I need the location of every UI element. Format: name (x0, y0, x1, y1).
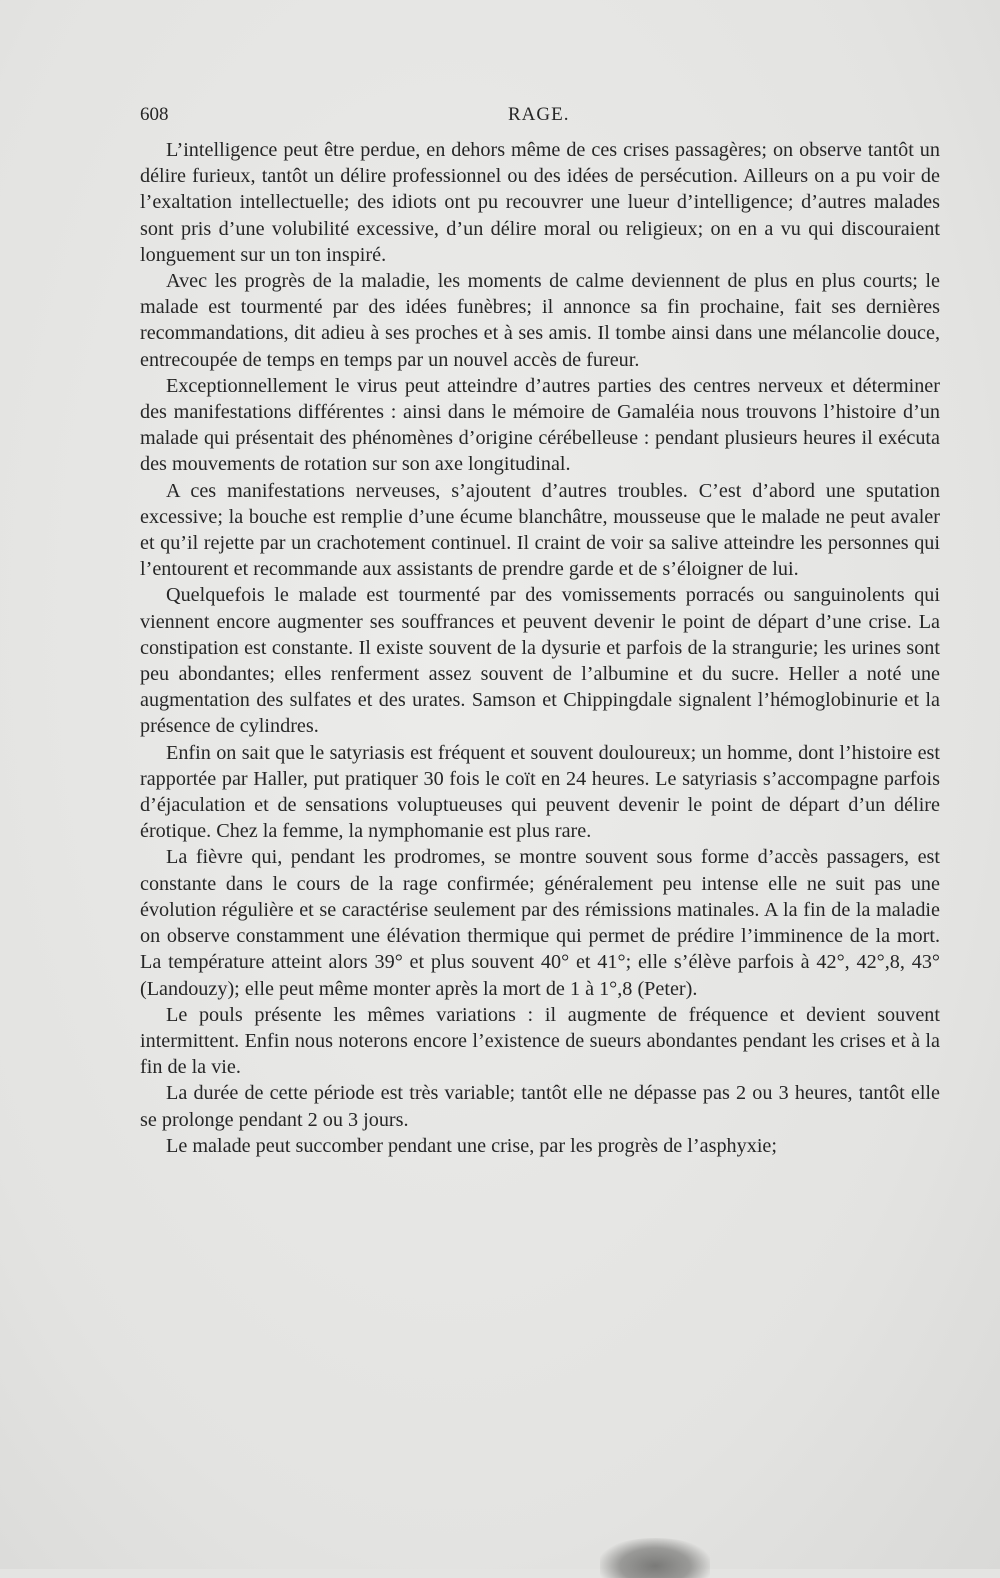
page-number: 608 (140, 104, 169, 125)
paragraph-virus-centres-nerveux: Exceptionnellement le virus peut atteindre d’autres parties des centres nerveux et déterminer des manifestations différentes : ainsi dans le mémoire de Gamaléia nous trouvons l’histoire d’un malade qui présentait des phénomènes d’origine cérébelleuse : pendant plusieurs heures il exécuta des mouvements de rotation sur son axe longitudinal. (140, 374, 940, 476)
paragraph-intelligence: L’intelligence peut être perdue, en dehors même de ces crises passagères; on observe tantôt un délire furieux, tantôt un délire professionnel ou des idées de persécution. Ailleurs on a pu voir de l’exaltation intellectuelle; des idiots ont pu recouvrer une lueur d’intelligence; d’autres malades sont pris d’une volubilité excessive, d’un délire moral ou religieux; on en a vu qui discouraient longuement sur un ton inspiré. (140, 139, 940, 266)
paragraph-sputation: A ces manifestations nerveuses, s’ajoutent d’autres troubles. C’est d’abord une sputation excessive; la bouche est remplie d’une écume blanchâtre, mousseuse que le malade ne peut avaler et qu’il rejette par un crachotement continuel. Il craint de voir sa salive atteindre les personnes qui l’entourent et recommande aux assistants de prendre garde et de s’éloigner de lui. (140, 479, 940, 581)
paragraph-progres-maladie: Avec les progrès de la maladie, les moments de calme deviennent de plus en plus courts; le malade est tourmenté par des idées funèbres; il annonce sa fin prochaine, fait ses dernières recommandations, dit adieu à ses proches et à ses amis. Il tombe ainsi dans une mélancolie douce, entrecoupée de temps en temps par un nouvel accès de fureur. (140, 270, 940, 371)
paragraph-duree: La durée de cette période est très variable; tantôt elle ne dépasse pas 2 ou 3 heures, tantôt elle se prolonge pendant 2 ou 3 jours. (140, 1082, 940, 1131)
ink-bleed-mark (600, 1538, 710, 1578)
paragraph-vomissements: Quelquefois le malade est tourmenté par des vomissements porracés ou sanguinolents qui viennent encore augmenter ses souffrances et peuvent devenir le point de départ d’une crise. La constipation est constante. Il existe souvent de la dysurie et parfois de la strangurie; les urines sont peu abondantes; elles renferment assez souvent de l’albumine et du sucre. Heller a noté une augmentation des sulfates et des urates. Samson et Chippingdale signalent l’hémoglobinurie et la présence de cylindres. (140, 584, 940, 738)
running-head: RAGE. (508, 104, 570, 125)
body-text (140, 137, 940, 1159)
paragraph-pouls: Le pouls présente les mêmes variations : il augmente de fréquence et devient souvent intermittent. Enfin nous noterons encore l’existence de sueurs abondantes pendant les crises et à la fin de la vie. (140, 1003, 940, 1079)
paragraph-satyriasis: Enfin on sait que le satyriasis est fréquent et souvent douloureux; un homme, dont l’histoire est rapportée par Haller, put pratiquer 30 fois le coït en 24 heures. Le satyriasis s’accompagne parfois d’éjaculation et de sensations voluptueuses qui peuvent devenir le point de départ d’un délire érotique. Chez la femme, la nymphomanie est plus rare. (140, 741, 940, 843)
paragraph-fievre: La fièvre qui, pendant les prodromes, se montre souvent sous forme d’accès passagers, est constante dans le cours de la rage confirmée; généralement peu intense elle ne suit pas une évolution régulière et se caractérise seulement par des rémissions matinales. A la fin de la maladie on observe constamment une élévation thermique qui permet de prédire l’imminence de la mort. La température atteint alors 39° et plus souvent 40° et 41°; elle s’élève parfois à 42°, 42°,8, 43° (Landouzy); elle peut même monter après la mort de 1 à 1°,8 (Peter). (140, 846, 940, 1000)
paragraph-succomber: Le malade peut succomber pendant une crise, par les progrès de l’asphyxie; (166, 1134, 777, 1157)
page-header (140, 104, 940, 130)
